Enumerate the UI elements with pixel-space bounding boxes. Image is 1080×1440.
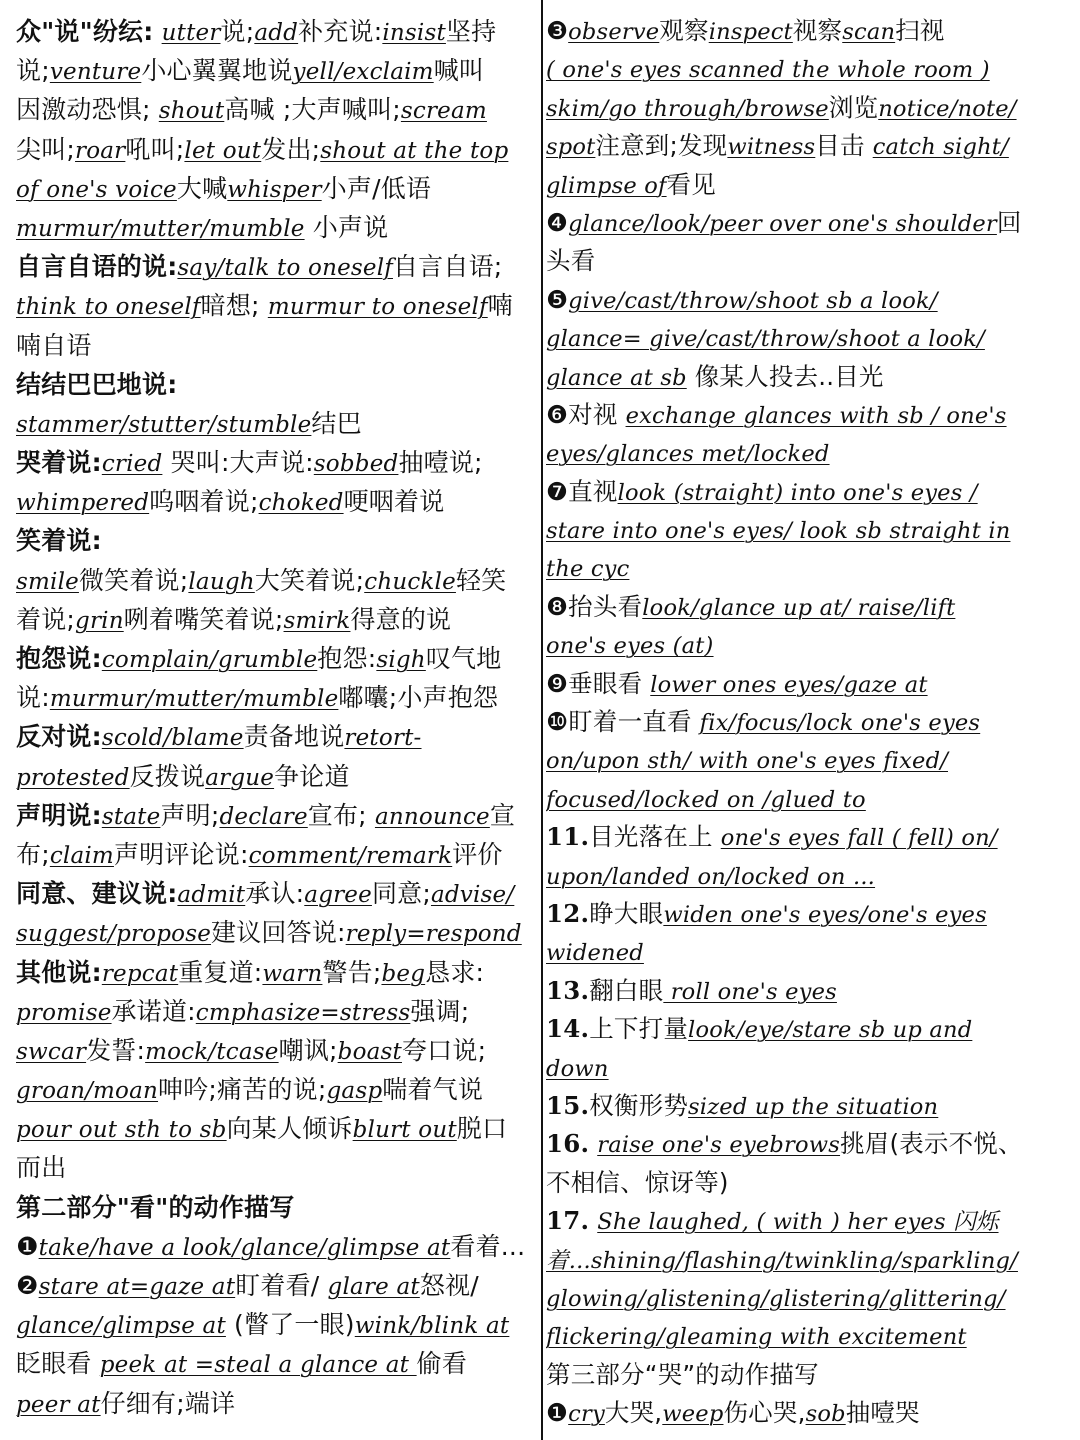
text-segment: 小声/低语 <box>321 173 432 203</box>
english-phrase: lower ones eyes/gaze at <box>650 671 928 698</box>
text-segment: 睁大眼 <box>589 898 664 928</box>
text-segment: 得意的说 <box>350 604 452 634</box>
text-segment: ❾ <box>546 668 569 698</box>
english-phrase: blurt out <box>352 1117 457 1144</box>
english-phrase: comment/remark <box>248 842 453 869</box>
english-phrase: witness <box>727 134 816 161</box>
text-segment: 说; <box>220 17 255 46</box>
text-segment: 上下打量 <box>589 1014 689 1044</box>
text-segment: 补充说: <box>298 17 383 46</box>
text-segment: 宣 <box>489 800 516 830</box>
english-phrase: roar <box>75 137 126 164</box>
section-heading: 反对说: <box>16 722 102 752</box>
right-line <box>546 972 1076 1010</box>
text-segment: 结巴 <box>311 408 362 438</box>
english-phrase: upon/landed on/locked on ... <box>546 863 876 890</box>
right-line <box>546 626 1076 664</box>
text-segment: 高喊 ;大声喊叫; <box>224 95 401 125</box>
text-segment: ❸ <box>546 16 569 45</box>
text-segment: 伤心哭, <box>723 1398 806 1428</box>
section-heading: 哭着说: <box>16 448 102 478</box>
english-phrase: murmur/mutter/mumble <box>16 215 305 242</box>
english-phrase: add <box>254 20 299 46</box>
english-phrase: reply=respond <box>345 921 522 948</box>
right-line <box>546 1164 1076 1202</box>
text-segment: 大喊 <box>176 173 228 203</box>
right-line <box>546 358 1076 396</box>
english-phrase: cry <box>568 1401 605 1428</box>
right-line <box>546 1087 1076 1125</box>
text-segment: 抬头看 <box>568 591 643 621</box>
right-line <box>546 281 1076 319</box>
text-segment: 挑眉(表示不悦、 <box>840 1129 1023 1159</box>
text-segment: 尖叫; <box>16 134 76 164</box>
english-phrase: take/have a look/glance/glimpse at <box>38 1234 451 1261</box>
english-phrase: murmur to oneself <box>267 294 488 321</box>
right-line <box>546 434 1076 472</box>
english-phrase: sized up the situation <box>688 1093 939 1120</box>
english-phrase: whimpered <box>16 490 150 517</box>
left-line <box>16 1070 535 1109</box>
text-segment: 同意; <box>371 879 431 909</box>
text-segment: 哽咽着说 <box>343 487 445 517</box>
left-line <box>16 639 535 678</box>
english-phrase: ( one's eyes scanned the whole room ) <box>546 57 990 84</box>
english-phrase: look (straight) into one's eyes / <box>617 479 978 506</box>
english-phrase: laugh <box>188 568 255 595</box>
text-segment: 眨眼看 <box>16 1349 100 1379</box>
text-segment: 咧着嘴笑着说; <box>123 604 284 634</box>
text-segment: 呜咽着说; <box>149 487 259 517</box>
right-line <box>546 857 1076 895</box>
right-line <box>546 1317 1076 1355</box>
text-segment: 哭叫:大声说: <box>162 448 314 478</box>
english-phrase: glowing/glistening/glistering/glittering/ <box>546 1285 1006 1312</box>
text-segment: (瞥了一眼) <box>225 1310 355 1340</box>
text-segment: 声明; <box>160 800 220 830</box>
text-segment: 脱口 <box>456 1114 508 1144</box>
text-segment: 大哭, <box>604 1398 663 1428</box>
text-segment: 责备地说 <box>243 722 345 752</box>
english-phrase: suggest/propose <box>16 921 212 948</box>
english-phrase: sobbed <box>313 451 399 478</box>
left-line <box>16 1344 535 1383</box>
left-line <box>16 757 535 796</box>
text-segment: 垂眼看 <box>568 668 651 698</box>
text-segment: 反拨说 <box>129 761 206 791</box>
left-line <box>16 169 535 208</box>
text-segment: 盯着看/ <box>235 1271 328 1300</box>
item-number: 12. <box>546 898 590 928</box>
english-phrase: gasp <box>326 1078 383 1105</box>
left-line <box>16 404 535 443</box>
text-segment: 暗想; <box>200 291 268 321</box>
text-segment: 建议回答说: <box>211 918 346 948</box>
text-segment: 喘着气说 <box>382 1075 484 1105</box>
english-phrase: pour out sth to sb <box>16 1117 227 1144</box>
right-line <box>546 1049 1076 1087</box>
english-phrase: declare <box>219 803 308 830</box>
text-segment: 说: <box>16 683 50 713</box>
right-line <box>546 166 1076 204</box>
text-segment: 声明评论说: <box>113 839 249 869</box>
right-line <box>546 780 1076 818</box>
text-segment: 小声说 <box>304 212 389 242</box>
english-phrase: look/glance up at/ raise/lift <box>642 594 956 621</box>
english-phrase: repcat <box>101 960 179 987</box>
section-heading: 抱怨说: <box>16 644 102 673</box>
text-segment: 吼叫; <box>125 134 185 164</box>
text-segment: 抽噎说; <box>398 448 483 478</box>
text-segment: 坚持 <box>445 17 497 46</box>
text-segment: 翻白眼 <box>589 975 664 1005</box>
english-phrase: murmur/mutter/mumble <box>49 686 339 713</box>
english-phrase: stare into one's eyes/ look sb straight in <box>546 518 1011 545</box>
left-line <box>16 992 535 1031</box>
english-phrase: scan <box>842 19 896 45</box>
right-line <box>546 665 1076 703</box>
right-line <box>546 396 1076 434</box>
text-segment: ❼ <box>546 476 569 506</box>
text-segment: 第三部分“哭”的动作描写 <box>546 1359 819 1389</box>
left-line <box>16 1188 535 1227</box>
text-segment: 微笑着说; <box>78 565 189 595</box>
english-phrase: agree <box>304 882 372 909</box>
right-line <box>546 50 1076 88</box>
item-number: 13. <box>546 975 590 1005</box>
english-phrase: catch sight/ <box>872 134 1009 161</box>
english-phrase: smile <box>16 568 79 595</box>
english-phrase: inspect <box>708 19 793 45</box>
english-phrase: look/eye/stare sb up and <box>688 1017 973 1044</box>
left-line <box>16 678 535 717</box>
english-phrase: eyes/glances met/locked <box>546 441 830 468</box>
right-line <box>546 549 1076 587</box>
english-phrase: admit <box>177 882 246 909</box>
right-line <box>546 127 1076 165</box>
english-phrase: spot <box>546 134 596 161</box>
text-segment: 叹气地 <box>425 644 502 673</box>
right-line <box>546 933 1076 971</box>
english-phrase: claim <box>49 842 114 869</box>
section-heading: 同意、建议说: <box>16 879 178 909</box>
item-number: 11. <box>546 822 590 852</box>
left-line <box>16 1305 535 1344</box>
text-segment: 喃 <box>487 291 513 321</box>
english-phrase: peer at <box>16 1391 101 1418</box>
english-phrase: weep <box>662 1401 724 1428</box>
english-phrase: scold/blame <box>101 725 244 752</box>
text-segment: 恳求: <box>425 957 485 987</box>
english-phrase: announce <box>374 803 490 830</box>
left-line <box>16 130 535 169</box>
text-segment <box>153 17 161 46</box>
english-phrase: give/cast/throw/shoot sb a look/ <box>568 287 938 314</box>
text-segment: 大笑着说; <box>254 565 365 595</box>
text-segment: 目击 <box>815 131 873 161</box>
english-phrase: stammer/stutter/stumble <box>16 411 312 438</box>
text-segment: 布; <box>16 839 50 869</box>
right-line <box>546 1202 1076 1240</box>
english-phrase: peek at =steal a glance at <box>99 1352 417 1379</box>
text-segment: 宣布; <box>307 800 375 830</box>
english-phrase: one's eyes (at) <box>546 633 714 660</box>
english-phrase: cried <box>101 451 163 478</box>
english-phrase: one's eyes fall ( fell) on/ <box>720 825 998 852</box>
right-line <box>546 1010 1076 1048</box>
english-phrase: let out <box>184 137 262 164</box>
english-phrase: down <box>546 1055 609 1082</box>
text-segment: 权衡形势 <box>589 1090 689 1120</box>
section-heading: 自言自语的说: <box>16 252 178 282</box>
text-segment: 嘟囔;小声抱怨 <box>338 683 499 713</box>
left-line <box>16 874 535 913</box>
text-segment: 视察 <box>792 16 843 45</box>
english-phrase: venture <box>49 59 142 86</box>
english-phrase: shout at the top <box>320 137 509 164</box>
english-phrase: exchange glances with sb / one's <box>625 402 1007 429</box>
english-phrase: roll one's eyes <box>663 978 837 1005</box>
left-line <box>16 247 535 286</box>
english-phrase: the cyc <box>546 556 630 583</box>
left-line <box>16 208 535 247</box>
english-phrase: wink/blink at <box>354 1313 510 1340</box>
english-phrase: of one's voice <box>16 176 177 203</box>
right-line <box>546 1125 1076 1163</box>
text-segment: 盯着一直看 <box>568 707 700 737</box>
text-segment: 说; <box>16 56 50 86</box>
english-phrase: raise one's eyebrows <box>597 1132 841 1159</box>
right-line <box>546 1356 1076 1394</box>
right-column <box>543 0 1080 1440</box>
left-line <box>16 1227 535 1266</box>
right-line <box>546 895 1076 933</box>
english-phrase: glance at sb <box>546 364 687 391</box>
text-segment: 发誓: <box>86 1035 146 1065</box>
right-line <box>546 588 1076 626</box>
text-segment: 对视 <box>568 399 626 429</box>
right-line <box>546 319 1076 357</box>
text-segment: ❿ <box>546 707 569 737</box>
english-phrase: promise <box>16 999 112 1026</box>
item-number: 16. <box>546 1129 590 1159</box>
text-segment: 扫视 <box>895 16 945 45</box>
text-segment: 头看 <box>546 246 596 276</box>
english-phrase: chuckle <box>364 568 456 595</box>
left-line <box>16 521 535 560</box>
english-phrase: She laughed, ( with ) her eyes 闪烁 <box>597 1209 999 1236</box>
text-segment: 不相信、惊讶等) <box>546 1167 729 1197</box>
english-phrase: groan/moan <box>16 1078 159 1105</box>
text-segment: 重复道: <box>178 957 263 987</box>
english-phrase: observe <box>568 19 660 45</box>
english-phrase: stare at=gaze at <box>38 1274 236 1300</box>
text-segment: 承诺道: <box>111 996 196 1026</box>
right-line <box>546 473 1076 511</box>
left-line <box>16 1031 535 1070</box>
english-phrase: state <box>101 803 161 830</box>
text-segment: 抽噎哭 <box>845 1398 920 1428</box>
item-number: 17. <box>546 1206 590 1236</box>
text-segment: 警告; <box>322 957 382 987</box>
english-phrase: glance= give/cast/throw/shoot a look/ <box>546 326 985 353</box>
left-line <box>16 796 535 835</box>
item-number: 14. <box>546 1014 590 1044</box>
text-segment: ❽ <box>546 591 569 621</box>
text-segment: 看见 <box>666 169 716 199</box>
english-phrase: shout <box>158 98 225 125</box>
english-phrase: flickering/gleaming with excitement <box>546 1324 967 1351</box>
left-line <box>16 835 535 874</box>
english-phrase: glare at <box>327 1274 420 1300</box>
section-heading: 笑着说: <box>16 526 102 556</box>
english-phrase: on/upon sth/ with one's eyes fixed/ <box>546 748 948 775</box>
left-line <box>16 51 535 90</box>
text-segment: 承认: <box>245 879 305 909</box>
left-line <box>16 1384 535 1423</box>
text-segment: 观察 <box>659 16 709 45</box>
english-phrase: smirk <box>283 607 351 634</box>
english-phrase: whisper <box>227 176 322 203</box>
text-segment: 仔细有;端详 <box>100 1388 236 1418</box>
text-segment: ❺ <box>546 284 569 314</box>
text-segment: 目光落在上 <box>589 822 721 852</box>
english-phrase: grin <box>75 607 124 634</box>
english-phrase: widened <box>546 940 644 967</box>
left-line <box>16 443 535 482</box>
english-phrase: argue <box>205 764 275 791</box>
left-line <box>16 1148 535 1187</box>
english-phrase: advise/ <box>430 882 515 909</box>
text-segment: 像某人投去..目光 <box>686 361 884 391</box>
english-phrase: choked <box>258 490 344 517</box>
left-line <box>16 1109 535 1148</box>
english-phrase: retort- <box>344 725 422 752</box>
text-segment: 夸口说; <box>401 1035 487 1065</box>
item-number: 15. <box>546 1090 590 1120</box>
text-segment: 发出; <box>261 134 321 164</box>
right-line <box>546 1279 1076 1317</box>
text-segment: 怒视/ <box>419 1271 479 1300</box>
text-segment: 轻笑 <box>455 565 507 595</box>
section-heading: 第二部分"看"的动作描写 <box>16 1192 295 1222</box>
text-segment: ❷ <box>16 1271 39 1300</box>
left-line <box>16 286 535 325</box>
english-phrase: insist <box>382 20 446 46</box>
english-phrase: sigh <box>376 647 426 673</box>
english-phrase: glance/look/peer over one's shoulder <box>568 210 997 237</box>
english-phrase: fix/focus/lock one's eyes <box>699 710 981 737</box>
text-segment: 而出 <box>16 1153 67 1183</box>
english-phrase: say/talk to oneself <box>177 255 393 282</box>
text-segment: ❻ <box>546 399 569 429</box>
text-segment: 喃自语 <box>16 330 92 360</box>
english-phrase: think to oneself <box>16 294 201 321</box>
text-segment: 看着... <box>450 1231 526 1261</box>
english-phrase: sob <box>805 1401 846 1428</box>
english-phrase: boast <box>337 1038 402 1065</box>
section-heading: 声明说: <box>16 800 102 830</box>
left-line <box>16 90 535 129</box>
text-segment: 注意到;发现 <box>595 131 728 161</box>
english-phrase: warn <box>262 960 323 987</box>
english-phrase: yell/exclaim <box>292 59 434 86</box>
right-line <box>546 1241 1076 1279</box>
text-segment: 喊叫 <box>433 56 485 86</box>
text-segment: 向某人倾诉 <box>226 1114 353 1144</box>
right-line <box>546 1394 1076 1432</box>
text-segment: 抱怨: <box>317 644 377 673</box>
text-segment: ❹ <box>546 207 569 237</box>
text-segment: 偷看 <box>416 1349 468 1379</box>
text-segment: 评价 <box>452 839 503 869</box>
right-line <box>546 12 1076 50</box>
english-phrase: mock/tcase <box>145 1038 279 1065</box>
english-phrase: focused/locked on /glued to <box>546 786 866 813</box>
english-phrase: notice/note/ <box>878 95 1017 122</box>
right-line <box>546 703 1076 741</box>
text-segment: 因激动恐惧; <box>16 95 159 125</box>
text-segment: 浏览 <box>828 92 879 122</box>
left-line <box>16 600 535 639</box>
text-segment: 回 <box>996 207 1022 237</box>
text-segment: 强调; <box>410 996 470 1026</box>
left-line <box>16 953 535 992</box>
left-line <box>16 717 535 756</box>
english-phrase: skim/go through/browse <box>546 95 829 122</box>
english-phrase: glance/glimpse at <box>16 1313 226 1340</box>
right-line <box>546 818 1076 856</box>
left-line <box>16 913 535 952</box>
right-line <box>546 741 1076 779</box>
english-phrase: cmphasize=stress <box>195 999 411 1026</box>
english-phrase: widen one's eyes/one's eyes <box>663 901 987 928</box>
section-heading: 结结巴巴地说: <box>16 369 178 399</box>
text-segment: 争论道 <box>274 761 350 791</box>
left-line <box>16 326 535 365</box>
english-phrase: beg <box>381 960 426 987</box>
text-segment: ❶ <box>546 1398 569 1428</box>
left-line <box>16 365 535 404</box>
right-line <box>546 242 1076 280</box>
right-line <box>546 511 1076 549</box>
english-phrase: swcar <box>16 1038 87 1065</box>
english-phrase: 着...shining/flashing/twinkling/sparkling/ <box>546 1247 1018 1274</box>
right-line <box>546 204 1076 242</box>
section-heading: 其他说: <box>16 957 102 987</box>
text-segment: 呻吟;痛苦的说; <box>158 1075 327 1105</box>
text-segment: 嘲讽; <box>278 1035 338 1065</box>
english-phrase: protested <box>16 764 130 791</box>
right-line <box>546 89 1076 127</box>
english-phrase: glimpse of <box>546 172 667 199</box>
text-segment: 直视 <box>568 476 618 506</box>
left-line <box>16 561 535 600</box>
english-phrase: complain/grumble <box>101 647 318 673</box>
english-phrase: scream <box>400 98 487 125</box>
left-line <box>16 1266 535 1305</box>
text-segment: 自言自语; <box>392 252 503 282</box>
left-line <box>16 482 535 521</box>
section-heading: 众"说"纷纭: <box>16 17 154 46</box>
english-phrase: utter <box>161 20 221 46</box>
text-segment: ❶ <box>16 1231 39 1261</box>
text-segment: 小心翼翼地说 <box>141 56 293 86</box>
left-line <box>16 12 535 51</box>
text-segment: 着说; <box>16 604 76 634</box>
